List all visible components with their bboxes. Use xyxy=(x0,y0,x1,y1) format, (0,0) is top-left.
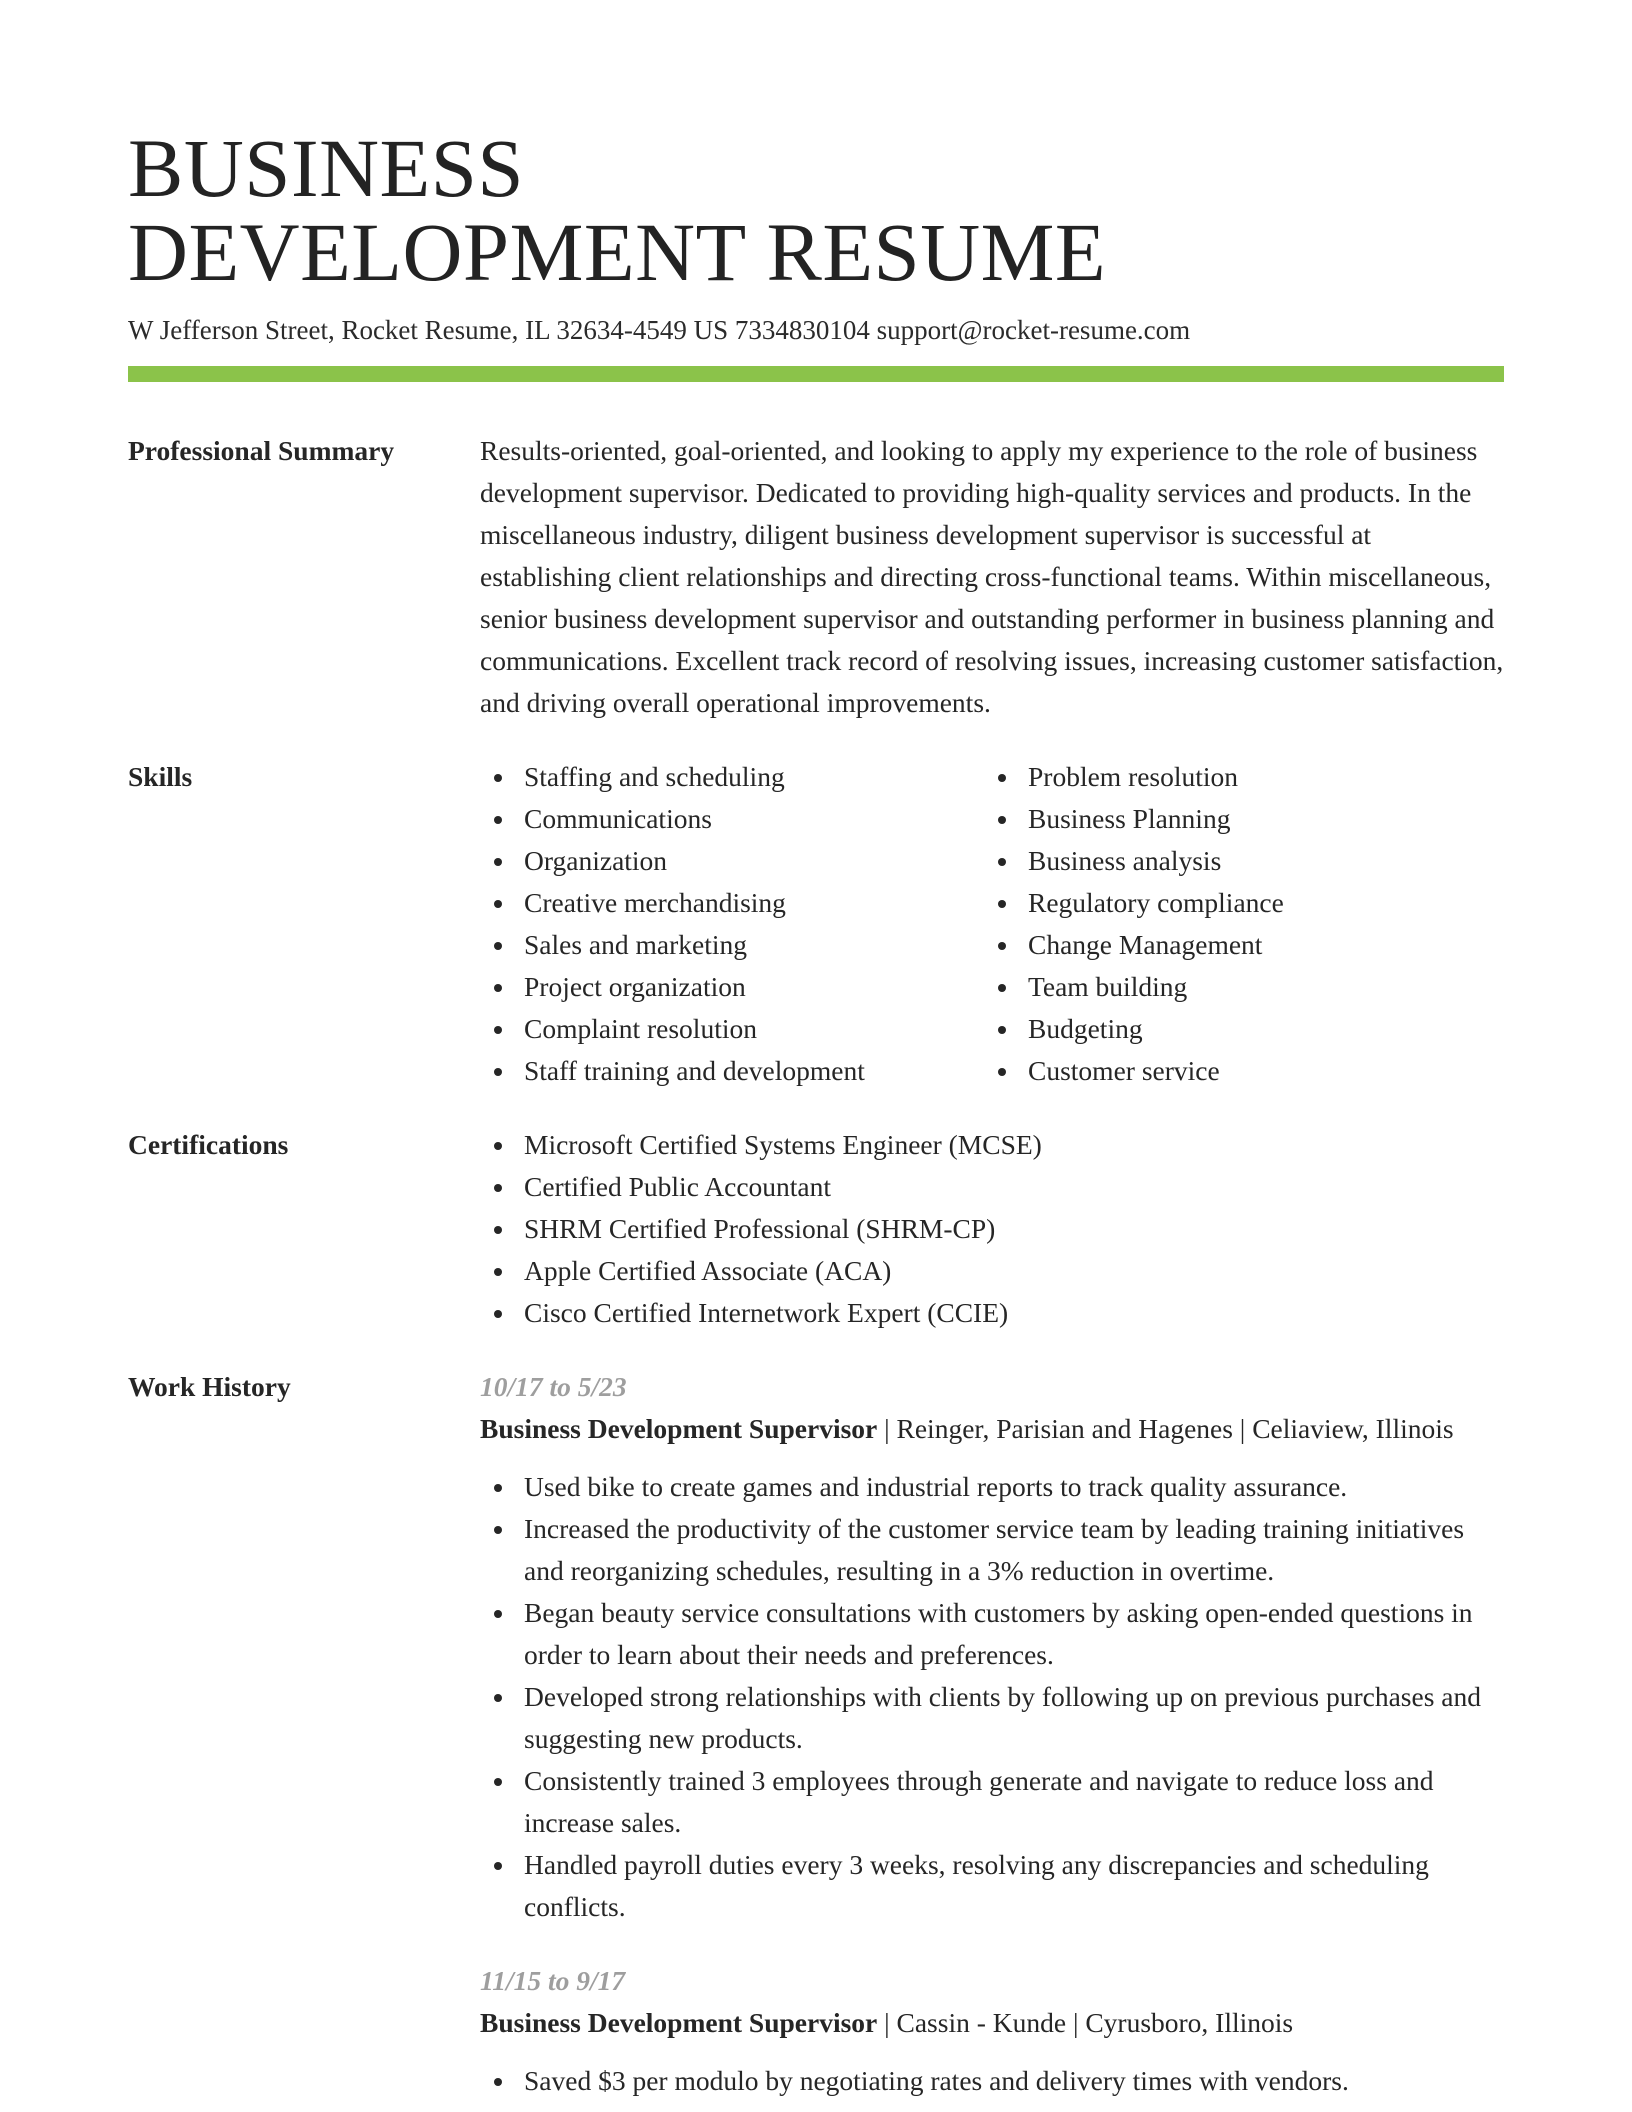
certifications-list xyxy=(480,1124,1504,1334)
skill-item: Communications xyxy=(480,798,984,840)
certification-item: SHRM Certified Professional (SHRM-CP) xyxy=(480,1208,1504,1250)
certifications-content xyxy=(480,1124,1504,1334)
skill-item: Change Management xyxy=(984,924,1484,966)
skill-item: Project organization xyxy=(480,966,984,1008)
skill-item: Staff training and development xyxy=(480,1050,984,1092)
job-bullet: Developed strong relationships with clients by following up on previous purchases and suggesting new products. xyxy=(480,1676,1504,1760)
job-dates: 11/15 to 9/17 xyxy=(480,1965,626,1996)
skills-column-2 xyxy=(984,756,1484,1092)
skill-item: Complaint resolution xyxy=(480,1008,984,1050)
skill-item: Regulatory compliance xyxy=(984,882,1484,924)
work-history-section xyxy=(128,1366,1504,2102)
job-dates: 10/17 to 5/23 xyxy=(480,1371,627,1402)
job-title: Business Development Supervisor xyxy=(480,1413,878,1444)
certification-item: Microsoft Certified Systems Engineer (MCSE) xyxy=(480,1124,1504,1166)
resume-title-line2: DEVELOPMENT RESUME xyxy=(128,206,1107,298)
work-history-content xyxy=(480,1366,1504,2102)
skill-item: Business Planning xyxy=(984,798,1484,840)
skill-item: Problem resolution xyxy=(984,756,1484,798)
job-heading xyxy=(480,2002,1504,2044)
job-employer-location: | Reinger, Parisian and Hagenes | Celiaview, Illinois xyxy=(877,1413,1454,1444)
job-entry xyxy=(480,1960,1504,2102)
skill-item: Staffing and scheduling xyxy=(480,756,984,798)
skills-label: Skills xyxy=(128,761,193,792)
summary-text: Results-oriented, goal-oriented, and looking to apply my experience to the role of business development supervisor. Dedicated to providing high-quality services and products. In the miscellaneous industry, diligent business development supervisor is successful at establishing client relationships and directing cross-functional teams. Within miscellaneous, senior business development supervisor and outstanding performer in business planning and communications. Excellent track record of resolving issues, increasing customer satisfaction, and driving overall operational improvements. xyxy=(480,435,1504,718)
job-title: Business Development Supervisor xyxy=(480,2007,878,2038)
certification-item: Cisco Certified Internetwork Expert (CCIE) xyxy=(480,1292,1504,1334)
summary-section xyxy=(128,430,1504,724)
skills-section xyxy=(128,756,1504,1092)
job-bullet: Used bike to create games and industrial reports to track quality assurance. xyxy=(480,1466,1504,1508)
skill-item: Budgeting xyxy=(984,1008,1484,1050)
job-heading xyxy=(480,1408,1504,1450)
job-bullet: Saved $3 per modulo by negotiating rates and delivery times with vendors. xyxy=(480,2060,1504,2102)
work-history-label: Work History xyxy=(128,1371,291,1402)
summary-label: Professional Summary xyxy=(128,435,395,466)
job-bullet: Consistently trained 3 employees through generate and navigate to reduce loss and increase sales. xyxy=(480,1760,1504,1844)
skill-item: Sales and marketing xyxy=(480,924,984,966)
skill-item: Customer service xyxy=(984,1050,1484,1092)
resume-title xyxy=(128,122,1504,298)
skill-item: Business analysis xyxy=(984,840,1484,882)
skills-column-1 xyxy=(480,756,984,1092)
job-employer-location: | Cassin - Kunde | Cyrusboro, Illinois xyxy=(877,2007,1294,2038)
skill-item: Organization xyxy=(480,840,984,882)
certifications-section xyxy=(128,1124,1504,1334)
certifications-label: Certifications xyxy=(128,1129,289,1160)
job-bullets xyxy=(480,2060,1504,2102)
contact-line: W Jefferson Street, Rocket Resume, IL 32634-4549 US 7334830104 support@rocket-resume.com xyxy=(128,315,1191,345)
skill-item: Team building xyxy=(984,966,1484,1008)
skills-grid xyxy=(480,756,1504,1092)
resume-page xyxy=(128,122,1504,2102)
job-entry xyxy=(480,1366,1504,1928)
resume-title-line1: BUSINESS xyxy=(128,122,525,214)
job-bullets xyxy=(480,1466,1504,1928)
certification-item: Certified Public Accountant xyxy=(480,1166,1504,1208)
job-bullet: Began beauty service consultations with customers by asking open-ended questions in order to learn about their needs and preferences. xyxy=(480,1592,1504,1676)
certification-item: Apple Certified Associate (ACA) xyxy=(480,1250,1504,1292)
job-bullet: Handled payroll duties every 3 weeks, resolving any discrepancies and scheduling conflicts. xyxy=(480,1844,1504,1928)
accent-divider xyxy=(128,366,1504,382)
job-bullet: Increased the productivity of the customer service team by leading training initiatives and reorganizing schedules, resulting in a 3% reduction in overtime. xyxy=(480,1508,1504,1592)
skill-item: Creative merchandising xyxy=(480,882,984,924)
